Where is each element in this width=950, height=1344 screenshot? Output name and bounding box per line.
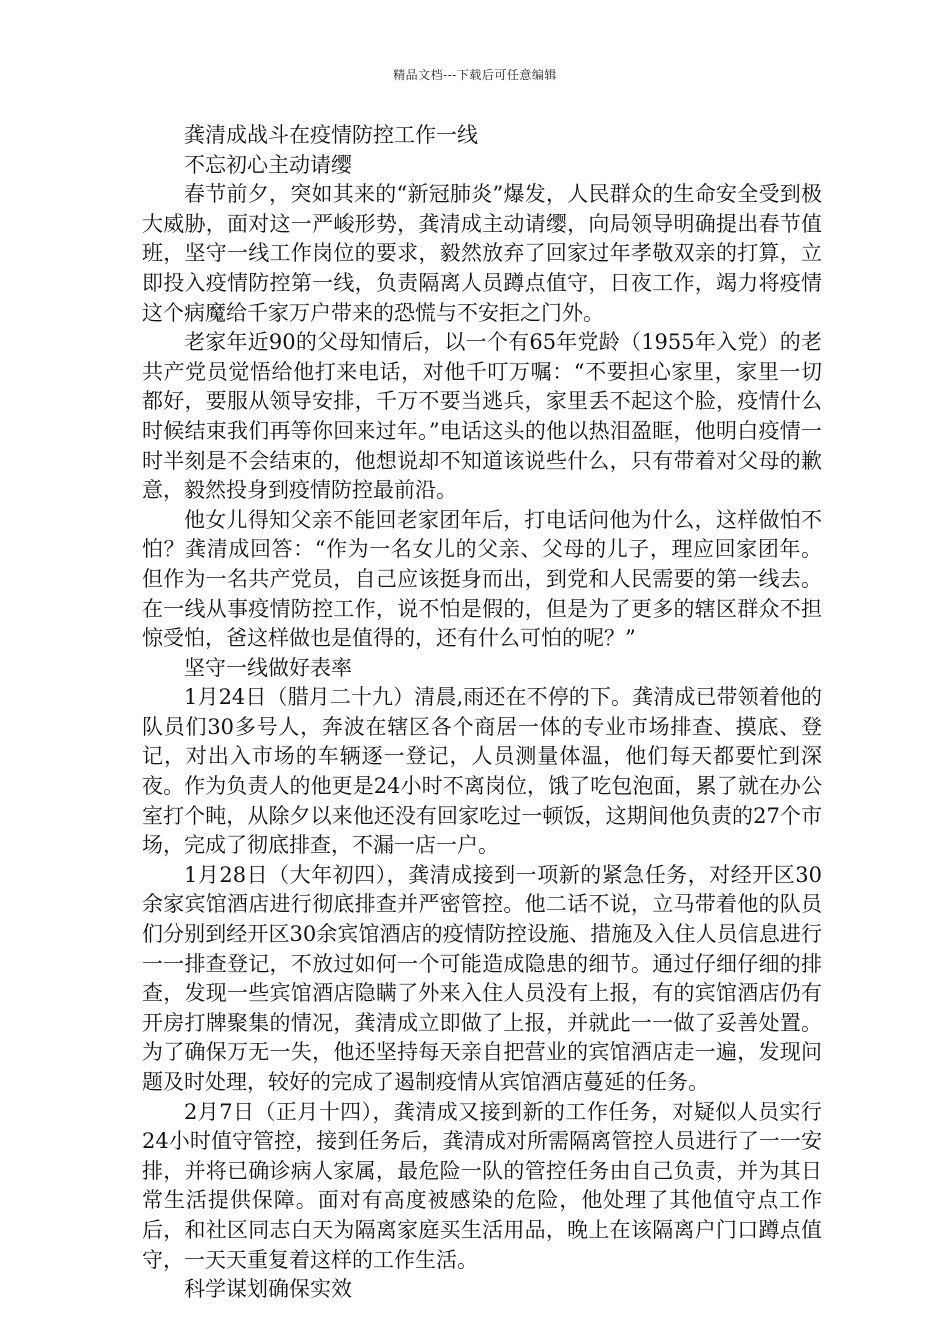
section-heading: 不忘初心主动请缨 (184, 152, 352, 177)
paragraph: 老家年近90的父母知情后，以一个有65年党龄（1955年入党）的老共产党员觉悟给他打来电话，对他千叮万嘱：“不要担心家里，家里一切都好，要服从领导安排，千万不要当逃兵，家里丢不起这个脸，疫情什么时候结束我们再等你回来过年。”电话这头的他以热泪盈眶，他明白疫情一时半刻是不会结束的，他想说却不知道该说些什么，只有带着对父母的歉意，毅然投身到疫情防控最前沿。 (142, 330, 822, 503)
article-title: 龚清成战斗在疫情防控工作一线 (184, 123, 478, 147)
page-header: 精品文档---下载后可任意编辑 (393, 68, 557, 82)
paragraph: 春节前夕，突如其来的“新冠肺炎”爆发，人民群众的生命安全受到极大威胁，面对这一严峻形势，龚清成主动请缨，向局领导明确提出春节值班，坚守一线工作岗位的要求，毅然放弃了回家过年孝敬双亲的打算，立即投入疫情防控第一线，负责隔离人员蹲点值守，日夜工作，竭力将疫情这个病魔给千家万户带来的恐慌与不安拒之门外。 (142, 182, 822, 325)
paragraph: 1月28日（大年初四），龚清成接到一项新的紧急任务，对经开区30余家宾馆酒店进行彻底排查并严密管控。他二话不说，立马带着他的队员们分别到经开区30余宾馆酒店的疫情防控设施、措施及入住人员信息进行一一排查登记，不放过如何一个可能造成隐患的细节。通过仔细仔细的排查，发现一些宾馆酒店隐瞒了外来入住人员没有上报，有的宾馆酒店仍有开房打牌聚集的情况，龚清成立即做了上报，并就此一一做了妥善处置。为了确保万无一失，他还坚持每天亲自把营业的宾馆酒店走一遍，发现问题及时处理，较好的完成了遏制疫情从宾馆酒店蔓延的任务。 (142, 862, 822, 1094)
section-heading: 科学谋划确保实效 (184, 1277, 352, 1302)
article-body (142, 121, 822, 1305)
section-heading: 坚守一线做好表率 (184, 655, 352, 680)
paragraph: 他女儿得知父亲不能回老家团年后，打电话问他为什么，这样做怕不怕？龚清成回答：“作为一名女儿的父亲、父母的儿子，理应回家团年。但作为一名共产党员，自己应该挺身而出，到党和人民需要的第一线去。在一线从事疫情防控工作，说不怕是假的，但是为了更多的辖区群众不担惊受怕，爸这样做也是值得的，还有什么可怕的呢？” (142, 507, 822, 651)
paragraph: 1月24日（腊月二十九）清晨,雨还在不停的下。龚清成已带领着他的队员们30多号人，奔波在辖区各个商居一体的专业市场排查、摸底、登记，对出入市场的车辆逐一登记，人员测量体温，他们每天都要忙到深夜。作为负责人的他更是24小时不离岗位，饿了吃包泡面，累了就在办公室打个盹，从除夕以来他还没有回家吃过一顿饭，这期间他负责的27个市场，完成了彻底排查，不漏一店一户。 (142, 685, 822, 858)
paragraph: 2月7日（正月十四），龚清成又接到新的工作任务，对疑似人员实行24小时值守管控，接到任务后，龚清成对所需隔离管控人员进行了一一安排，并将已确诊病人家属，最危险一队的管控任务由自己负责，并为其日常生活提供保障。面对有高度被感染的危险，他处理了其他值守点工作后，和社区同志白天为隔离家庭买生活用品，晚上在该隔离户门口蹲点值守，一天天重复着这样的工作生活。 (142, 1099, 822, 1272)
